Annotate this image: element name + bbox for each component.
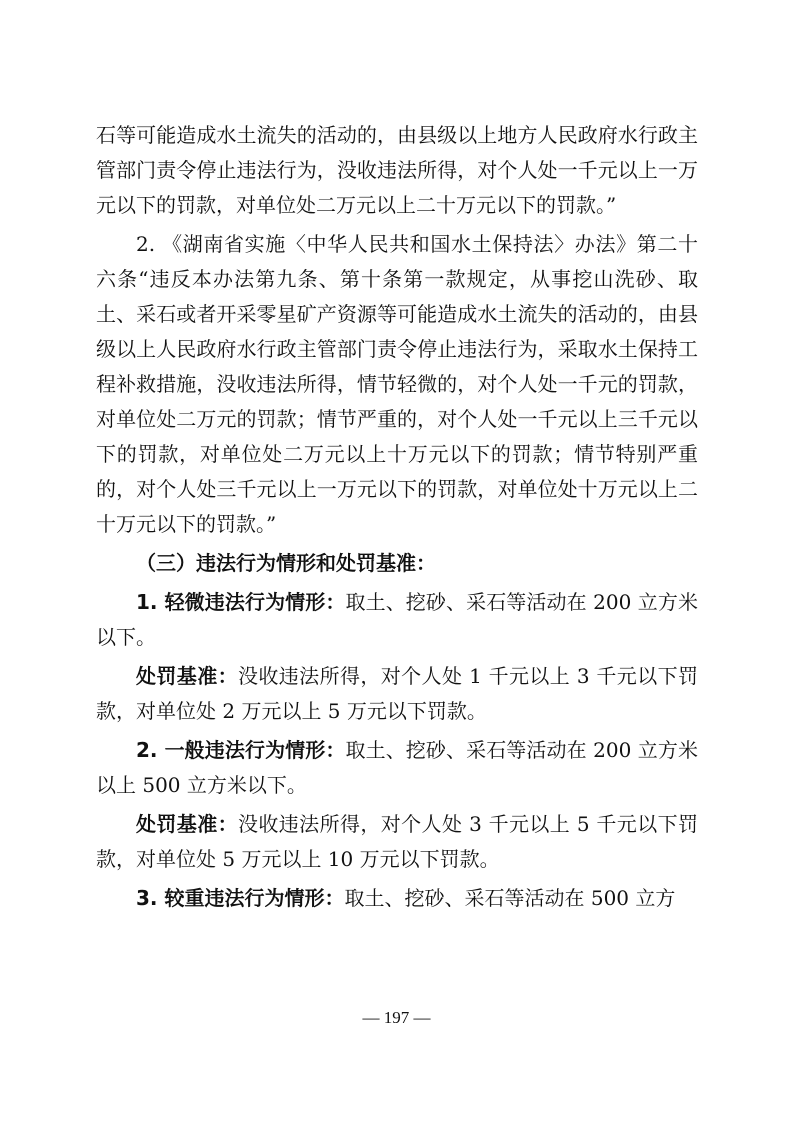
- paragraph-minor-penalty: [96, 659, 698, 729]
- paragraph-general-violation: [96, 733, 698, 803]
- paragraph-general-penalty: [96, 807, 698, 877]
- minor-penalty-text: 没收违法所得，对个人处 1 千元以上 3 千元以下罚款，对单位处 2 万元以上 5 万元以下罚款。: [96, 664, 698, 723]
- general-violation-text: 取土、挖砂、采石等活动在 200 立方米以上 500 立方米以下。: [96, 738, 699, 797]
- paragraph-serious-violation: [96, 881, 698, 916]
- general-penalty-text: 没收违法所得，对个人处 3 千元以上 5 千元以下罚款，对单位处 5 万元以上 10 万元以下罚款。: [96, 812, 698, 871]
- minor-violation-label: 1. 轻微违法行为情形：: [136, 590, 346, 614]
- page-number: — 197 —: [362, 1008, 431, 1027]
- serious-violation-label: 3. 较重违法行为情形：: [136, 886, 345, 910]
- section-heading: （三）违法行为情形和处罚基准：: [136, 551, 436, 575]
- paragraph-continuation: 石等可能造成水土流失的活动的，由县级以上地方人民政府水行政主管部门责令停止违法行为，没收违法所得，对个人处一千元以上一万元以下的罚款，对单位处二万元以上二十万元以下的罚款。”: [96, 123, 698, 217]
- minor-penalty-label: 处罚基准：: [136, 664, 238, 688]
- serious-violation-text: 取土、挖砂、采石等活动在 500 立方: [344, 886, 676, 910]
- minor-violation-text: 取土、挖砂、采石等活动在 200 立方米以下。: [96, 590, 699, 649]
- document-body: [96, 118, 698, 916]
- general-violation-label: 2. 一般违法行为情形：: [136, 738, 346, 762]
- general-penalty-label: 处罚基准：: [136, 812, 238, 836]
- paragraph-minor-violation: [96, 585, 698, 655]
- paragraph-legal-citation: 2. 《湖南省实施〈中华人民共和国水土保持法〉办法》第二十六条“违反本办法第九条、第十条第一款规定，从事挖山洗砂、取土、采石或者开采零星矿产资源等可能造成水土流失的活动的，由县级以上人民政府水行政主管部门责令停止违法行为，采取水土保持工程补救措施，没收违法所得，情节轻微的，对个人处一千元的罚款，对单位处二万元的罚款；情节严重的，对个人处一千元以上三千元以下的罚款，对单位处二万元以上十万元以下的罚款；情节特别严重的，对个人处三千元以上一万元以下的罚款，对单位处十万元以上二十万元以下的罚款。”: [96, 232, 698, 536]
